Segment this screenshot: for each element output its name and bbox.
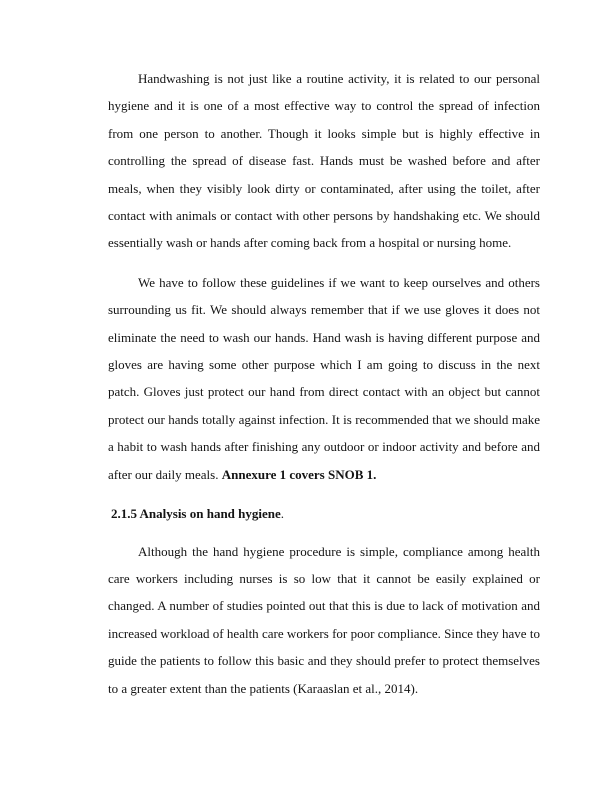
paragraph-guidelines-text: We have to follow these guidelines if we want to keep ourselves and others surrounding us fit. We should always remember that if we use gloves it does not eliminate the need to wash our hands. Hand wash is having different purpose and gloves are having some other purpose which I am going to discuss in the next patch. Gloves just protect our hand from direct contact with an object but cannot protect our hands totally against infection. It is recommended that we should make a habit to wash hands after finishing any outdoor or indoor activity and before and after our daily meals. (108, 274, 540, 482)
paragraph-handwashing-intro: Handwashing is not just like a routine activity, it is related to our personal hygiene and it is one of a most effective way to control the spread of infection from one person to another. Though it looks simple but is highly effective in controlling the spread of disease fast. Hands must be washed before and after meals, when they visibly look dirty or contaminated, after using the toilet, after contact with animals or contact with other persons by handshaking etc. We should essentially wash or hands after coming back from a hospital or nursing home. (108, 71, 540, 251)
section-heading-period: . (280, 506, 285, 522)
section-heading-text: 2.1.5 Analysis on hand hygiene (111, 506, 281, 522)
annexure-note-bold: Annexure 1 covers SNOB 1. (221, 466, 377, 482)
paragraph-guidelines (108, 269, 540, 488)
paragraph-hand-hygiene-analysis: Although the hand hygiene procedure is simple, compliance among health care workers including nurses is so low that it cannot be easily explained or changed. A number of studies pointed out that this is due to lack of motivation and increased workload of health care workers for poor compliance. Since they have to guide the patients to follow this basic and they should prefer to protect themselves to a greater extent than the patients (Karaaslan et al., 2014). (108, 543, 540, 696)
section-heading-2-1-5 (108, 500, 540, 527)
